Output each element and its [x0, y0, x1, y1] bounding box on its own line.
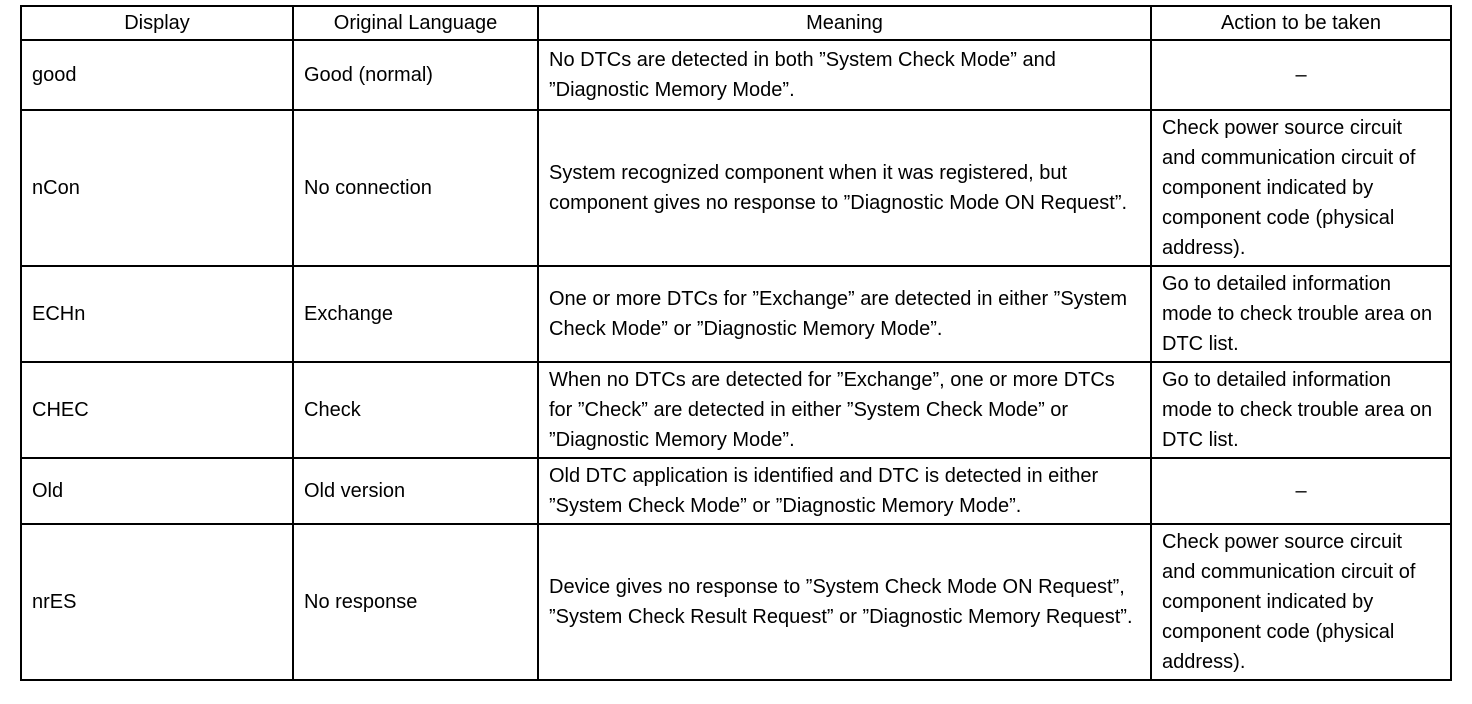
table-row: [21, 266, 1451, 362]
table-row: [21, 40, 1451, 110]
cell-original-language: No connection: [293, 110, 538, 266]
cell-original-language: Exchange: [293, 266, 538, 362]
table-row: [21, 110, 1451, 266]
cell-meaning: No DTCs are detected in both ”System Check Mode” and ”Diagnostic Memory Mode”.: [538, 40, 1151, 110]
cell-action: Check power source circuit and communication circuit of component indicated by component code (physical address).: [1151, 110, 1451, 266]
cell-action: Check power source circuit and communication circuit of component indicated by component code (physical address).: [1151, 524, 1451, 680]
cell-original-language: No response: [293, 524, 538, 680]
cell-meaning: When no DTCs are detected for ”Exchange”, one or more DTCs for ”Check” are detected in either ”System Check Mode” or ”Diagnostic Memory Mode”.: [538, 362, 1151, 458]
header-meaning: Meaning: [538, 6, 1151, 40]
cell-action: Go to detailed information mode to check trouble area on DTC list.: [1151, 362, 1451, 458]
cell-action: –: [1151, 40, 1451, 110]
cell-display: nCon: [21, 110, 293, 266]
cell-meaning: Old DTC application is identified and DTC is detected in either ”System Check Mode” or ”Diagnostic Memory Mode”.: [538, 458, 1151, 524]
table-row: [21, 458, 1451, 524]
header-row: [21, 6, 1451, 40]
cell-meaning: Device gives no response to ”System Check Mode ON Request”, ”System Check Result Request” or ”Diagnostic Memory Request”.: [538, 524, 1151, 680]
header-display: Display: [21, 6, 293, 40]
cell-meaning: System recognized component when it was registered, but component gives no response to ”Diagnostic Mode ON Request”.: [538, 110, 1151, 266]
cell-original-language: Good (normal): [293, 40, 538, 110]
cell-original-language: Check: [293, 362, 538, 458]
cell-action: –: [1151, 458, 1451, 524]
cell-display: Old: [21, 458, 293, 524]
cell-meaning: One or more DTCs for ”Exchange” are detected in either ”System Check Mode” or ”Diagnostic Memory Mode”.: [538, 266, 1151, 362]
cell-display: nrES: [21, 524, 293, 680]
header-original-language: Original Language: [293, 6, 538, 40]
table-row: [21, 362, 1451, 458]
dtc-display-table: [20, 5, 1452, 681]
table-row: [21, 524, 1451, 680]
header-action: Action to be taken: [1151, 6, 1451, 40]
cell-display: CHEC: [21, 362, 293, 458]
cell-action: Go to detailed information mode to check trouble area on DTC list.: [1151, 266, 1451, 362]
cell-display: good: [21, 40, 293, 110]
cell-original-language: Old version: [293, 458, 538, 524]
cell-display: ECHn: [21, 266, 293, 362]
